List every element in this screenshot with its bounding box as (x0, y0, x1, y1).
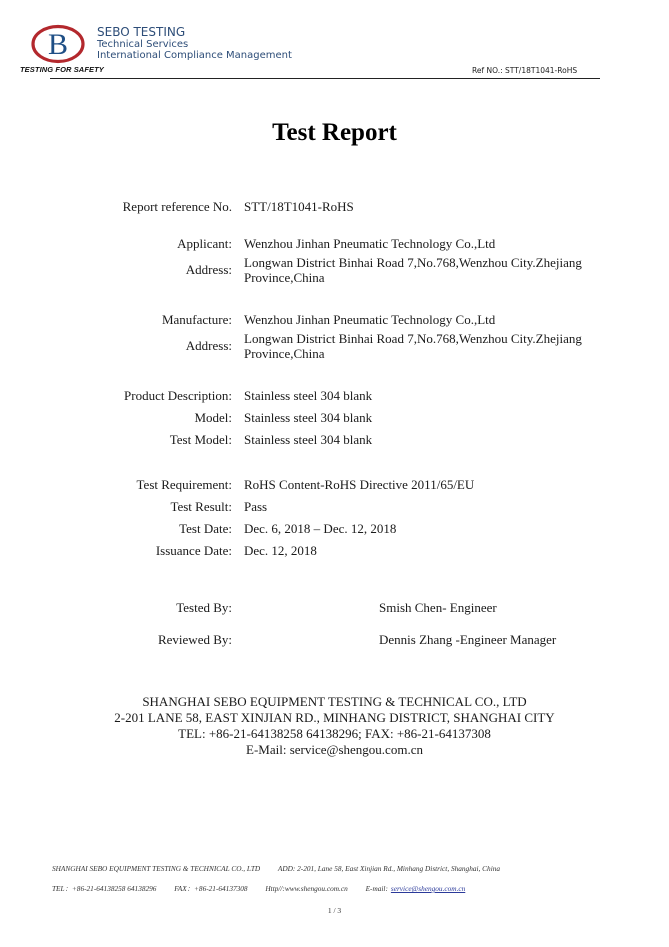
footer-line-1 (52, 864, 516, 873)
field-value: Wenzhou Jinhan Pneumatic Technology Co.,Ltd (244, 312, 496, 327)
field-value: Dec. 6, 2018 – Dec. 12, 2018 (244, 521, 397, 536)
signature-value: Dennis Zhang -Engineer Manager (379, 632, 557, 647)
footer-fax: FAX：+86-21-64137308 (174, 884, 248, 893)
field-label: Product Description: (124, 388, 232, 403)
header-divider (50, 78, 600, 79)
brand-line-1: Technical Services (97, 39, 189, 51)
field-label: Test Date: (179, 521, 232, 536)
ref-number: Ref NO.: STT/18T1041-RoHS (472, 66, 578, 75)
field-value: Wenzhou Jinhan Pneumatic Technology Co.,Ltd (244, 236, 496, 251)
field-value: RoHS Content-RoHS Directive 2011/65/EU (244, 477, 475, 492)
footer-email-link[interactable]: service@shengou.com.cn (390, 884, 466, 893)
field-label: Issuance Date: (155, 543, 232, 558)
footer-company: SHANGHAI SEBO EQUIPMENT TESTING & TECHNICAL CO., LTD (52, 864, 261, 873)
field-label: Address: (185, 262, 232, 277)
page-number: 1 / 3 (327, 906, 342, 915)
signature-label: Tested By: (176, 600, 232, 615)
logo-tagline: TESTING FOR SAFETY (20, 65, 104, 74)
company-address: 2-201 LANE 58, EAST XINJIAN RD., MINHANG DISTRICT, SHANGHAI CITY (114, 710, 555, 725)
footer-tel: TEL：+86-21-64138258 64138296 (52, 884, 157, 893)
footer-line-2 (52, 884, 481, 894)
field-label: Report reference No. (122, 199, 232, 214)
field-label: Applicant: (177, 236, 232, 251)
field-label: Test Requirement: (136, 477, 232, 492)
brand-line-2: International Compliance Management (97, 50, 292, 62)
brand-block (97, 26, 292, 61)
company-email: E-Mail: service@shengou.com.cn (246, 742, 423, 757)
company-phone-fax: TEL: +86-21-64138258 64138296; FAX: +86-21-64137308 (178, 726, 491, 741)
field-label: Test Result: (170, 499, 232, 514)
company-name: SHANGHAI SEBO EQUIPMENT TESTING & TECHNICAL CO., LTD (142, 694, 527, 709)
field-label: Test Model: (169, 432, 232, 447)
signature-label: Reviewed By: (157, 632, 232, 647)
field-label: Address: (185, 338, 232, 353)
footer-address: ADD: 2-201, Lane 58, East Xinjian Rd., Minhang District, Shanghai, China (277, 864, 501, 873)
page-title: Test Report (272, 119, 397, 146)
signature-value: Smish Chen- Engineer (379, 600, 497, 615)
footer-web: Http//:www.shengou.com.cn (265, 884, 348, 893)
logo-letter: B (47, 28, 69, 61)
company-info (0, 694, 669, 758)
field-value: Pass (244, 499, 268, 514)
brand-name: SEBO TESTING (97, 25, 186, 39)
page-header (0, 0, 669, 90)
field-label: Manufacture: (161, 312, 232, 327)
field-value: Longwan District Binhai Road 7,No.768,Wenzhou City.Zhejiang Province,China (244, 331, 582, 361)
sebo-logo-icon (30, 24, 86, 64)
field-value: Longwan District Binhai Road 7,No.768,Wenzhou City.Zhejiang Province,China (244, 255, 582, 285)
field-value: Stainless steel 304 blank (244, 388, 373, 403)
field-value: Stainless steel 304 blank (244, 410, 373, 425)
field-value: Stainless steel 304 blank (244, 432, 373, 447)
field-value: Dec. 12, 2018 (244, 543, 317, 558)
field-value: STT/18T1041-RoHS (244, 199, 354, 214)
field-label: Model: (194, 410, 232, 425)
footer-email-label: E-mail: (365, 884, 388, 893)
